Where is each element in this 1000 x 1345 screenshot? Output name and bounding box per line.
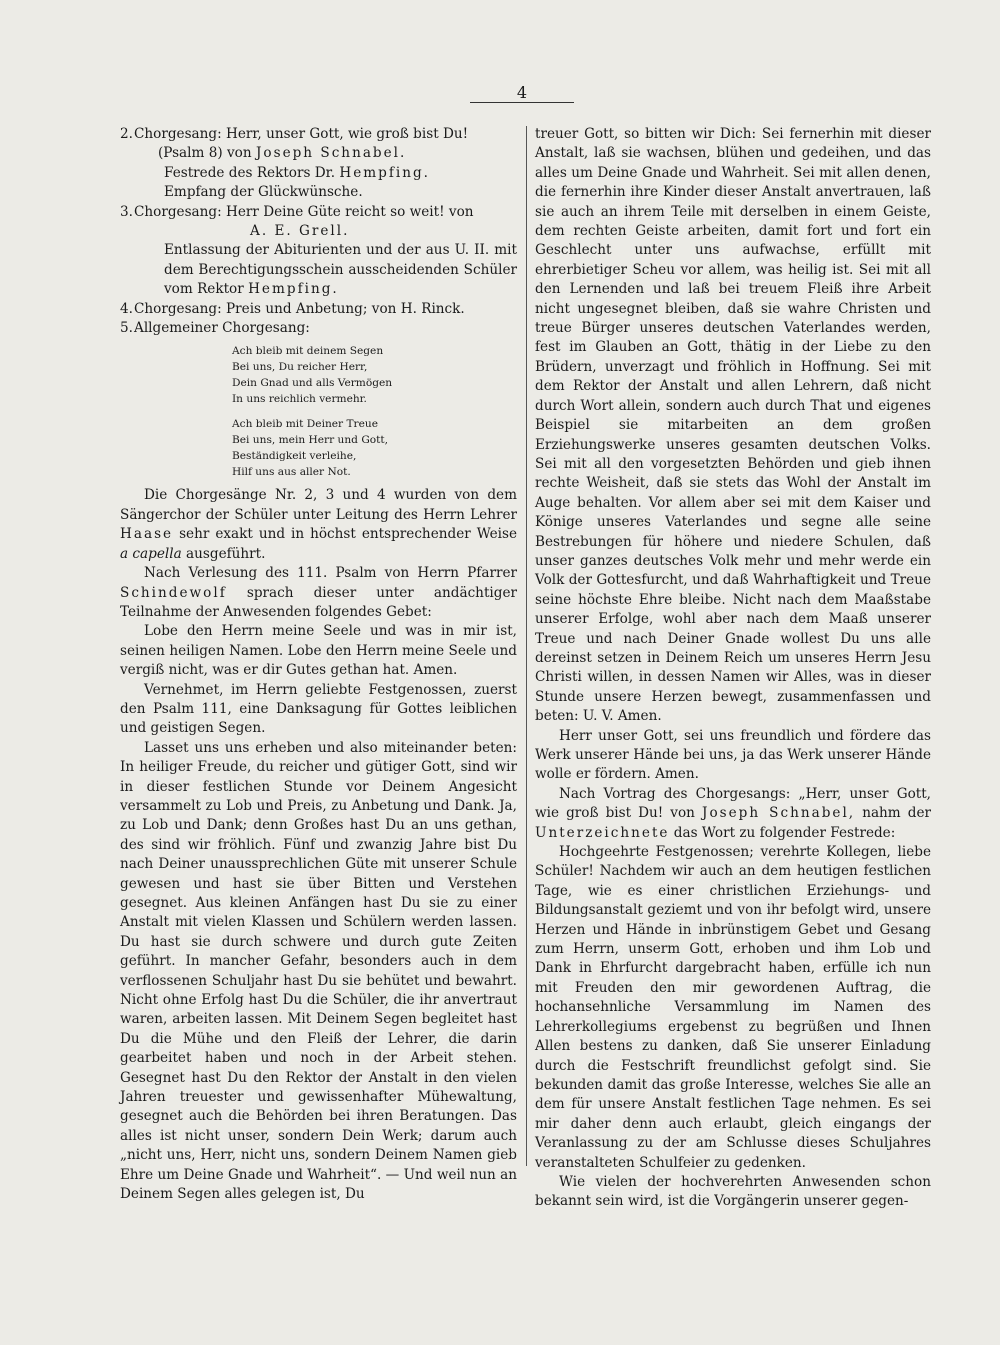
text-run: nahm der (862, 805, 931, 822)
text-run: Die Chorgesänge Nr. 2, 3 und 4 wurden von dem Sängerchor der Schüler unter Leitung des Herrn Lehrer (120, 487, 517, 523)
program-entlassung (164, 241, 517, 299)
paragraph-choir (120, 486, 517, 564)
text-run: sehr exakt und in höchst entsprechender Weise (179, 526, 517, 543)
text-run: Nach Verlesung des 111. Psalm von Herrn Pfarrer (144, 565, 517, 582)
teacher-name: Haase (120, 526, 174, 543)
program-item-3 (120, 203, 517, 222)
verse-gap (232, 407, 517, 416)
paragraph-prayer-continued: treuer Gott, so bitten wir Dich: Sei fernerhin mit dieser Anstalt, laß sie wachsen, blühen und gedeihen, und das alles um Deine Gnade und Wahrheit. Sei mit allen denen, die fernerhin ihre Kinder dieser Anstalt anvertrauen, laß sie auch an ihrem Teile mit derselben in einem Geiste, dem rechten Geiste arbeiten, damit fort und fort ein Geschlecht unter uns aufwachse, erfüllt mit ehrerbietiger Scheu vor allem, was heilig ist. Sei mit all den Lernenden und laß bei treuem Fleiß ihre Arbeit nicht ungesegnet bleiben, daß sie wahre Christen und treue Bürger unseres deutschen Vaterlandes werden, fest im Glauben an Gott, thätig in der Liebe zu den Brüdern, unverzagt und fröhlich in Hoffnung. Sei mit dem Rektor der Anstalt und allen Lehrern, daß nicht durch Wort allein, sondern auch durch That und eigenes Beispiel sie mitarbeiten an dem großen Erziehungswerke unseres gesamten deutschen Volks. Sei mit all den vorgesetzten Behörden und gieb ihnen rechte Weisheit, daß sie stets das Wohl der Anstalt im Auge behalten. Vor allem aber sei mit dem Kaiser und Könige unseres Vaterlandes und segne alle seine Bestrebungen für höhere und niedere Schulen, daß unser ganzes deutsches Volk mehr und mehr werde ein Volk der Gottesfurcht, und daß Wahrhaftigkeit und Treue seine höchste Ehre bleibe. Nicht nach dem Maaßstabe unserer Erfolge, wohl aber nach dem Maaß unserer Treue und nach Deiner Gnade wollest Du uns alle dereinst setzen in Deinem Reich um unseres Herrn Jesu Christi willen, in dessen Namen wir Alles, was in dieser Stunde unsere Herzen bewegt, zusammenfassen und beten: U. V. Amen. (535, 126, 931, 725)
paragraph-prayer: Lasset uns uns erheben und also miteinander beten: In heiliger Freude, du reicher und gütiger Gott, sind wir in dieser festlichen Stunde vor Deinem Angesicht versammelt zu Lob und Preis, zu Anbetung und Dank. Ja, zu Lob und Dank; denn Großes hast Du an uns gethan, des sind wir fröhlich. Fünf und zwanzig Jahre bist Du nach Deiner unaussprechlichen Güte mit unserer Schule gewesen und hast sie über Bitten und Verstehen gesegnet. Aus kleinen Anfängen hast Du sie zu einer Anstalt mit vielen Klassen und Schülern werden lassen. Du hast sie durch schwere und durch gute Zeiten geführt. In mancher Gefahr, besonders auch in dem verflossenen Schuljahr hast Du sie behütet und bewahrt. Nicht ohne Erfolg hast Du die Schüler, die ihr anvertraut waren, arbeiten lassen. Mit Deinem Segen begleitet hast Du die Mühe und den Fleiß der Lehrer, die darin gearbeitet haben und noch in der Arbeit stehen. Gesegnet hast Du den Rektor der Anstalt in den vielen Jahren treuester und gewissenhafter Mühewaltung, gesegnet auch die Behörden bei ihren Beratungen. Das alles ist nicht unser, sondern Dein Werk; darum auch „nicht uns, Herr, nicht uns, sondern Deinem Namen gieb Ehre um Deine Gnade und Wahrheit“. — Und weil nun an Deinem Segen alles gelegen ist, Du (120, 739, 517, 1203)
paragraph-psalm (120, 564, 517, 622)
program-list (120, 125, 517, 338)
composer-name: A. E. Grell. (250, 223, 350, 240)
verse-line: Dein Gnad und alls Vermögen (232, 377, 393, 390)
composer-name: Joseph Schnabel, (702, 805, 856, 822)
festrede-label: Festrede des Rektors Dr. (164, 164, 336, 181)
psalm-ref: (Psalm 8) von (158, 145, 252, 162)
signatory: Unterzeichnete (535, 824, 670, 841)
hymn-verse-1 (232, 343, 517, 480)
item-number: 3. (120, 203, 133, 220)
paragraph-vorgaengerin: Wie vielen der hochverehrten Anwesenden schon bekannt sein wird, ist die Vorgängerin unserer gegen- (535, 1173, 931, 1210)
program-item-2 (120, 125, 517, 144)
item-text: Chorgesang: Herr Deine Güte reicht so weit! von (134, 203, 474, 220)
left-column (120, 125, 517, 1205)
page-number: 4 (516, 83, 528, 102)
program-item-4 (120, 300, 517, 319)
column-divider (526, 126, 527, 1166)
program-festrede (164, 164, 517, 183)
rektor-name: Hempfing. (339, 164, 430, 181)
text-run: das Wort zu folgender Festrede: (673, 824, 896, 841)
verse-line: Ach bleib mit deinem Segen (232, 345, 384, 358)
program-item-5 (120, 319, 517, 338)
item-text: Chorgesang: Herr, unser Gott, wie groß bist Du! (134, 126, 469, 142)
composer-name: Joseph Schnabel. (255, 145, 407, 162)
paragraph-lobe: Lobe den Herrn meine Seele und was in mir ist, seinen heiligen Namen. Lobe den Herrn meine Seele und vergiß nicht, was er dir Gutes gethan hat. Amen. (120, 623, 517, 679)
text-run: Nach Vortrag des Chorgesangs: „Herr, unser Gott, wie groß bist Du! von (535, 785, 931, 822)
header-rule (470, 102, 574, 103)
paragraph-festrede: Hochgeehrte Festgenossen; verehrte Kollegen, liebe Schüler! Nachdem wir auch an dem heutigen festlichen Tage, wie es einer christlichen Erziehungs- und Bildungsanstalt geziemt und von ihr befolgt wird, unsere Herzen und Hände in inbrünstigem Gebet und Gesang zum Herrn, unserm Gott, erhoben und ihm Lob und Dank in Ehrfurcht dargebracht haben, erfülle ich nun mit Freuden den mir gewordenen Auftrag, die hochansehnliche Versammlung im Namen des Lehrerkollegiums ergebenst zu begrüßen und Ihnen Allen bestens zu danken, daß Sie unserer Einladung durch die Festschrift freundlichst gefolgt sind. Sie bekunden damit das große Interesse, welches Sie alle an dem für unsere Anstalt festlichen Tage nehmen. Es sei mir daher denn auch erlaubt, gleich eingangs der Veranlassung zu der am Schlusse dieses Schuljahres veranstalteten Schulfeier zu gedenken. (535, 844, 931, 1171)
verse-line: Ach bleib mit Deiner Treue (232, 418, 378, 431)
item-text: Chorgesang: Preis und Anbetung; von H. Rinck. (134, 300, 465, 317)
item-text: Allgemeiner Chorgesang: (134, 320, 310, 337)
rektor-name: Hempfing. (248, 281, 339, 298)
item-number: 2. (120, 126, 133, 142)
program-glueckwuensche: Empfang der Glückwünsche. (164, 184, 363, 201)
paragraph-herr-unser-gott: Herr unser Gott, sei uns freundlich und fördere das Werk unserer Hände bei uns, ja das Werk unserer Hände wolle er fördern. Amen. (535, 727, 931, 783)
italic-term: a capella (120, 545, 182, 562)
verse-line: Bei uns, mein Herr und Gott, (232, 434, 389, 447)
right-column (535, 125, 931, 1212)
program-item-2-composer (158, 144, 517, 163)
entlassung-text: Entlassung der Abiturienten und der aus U. II. mit dem Berechtigungsschein ausscheidenden Schüler vom Rektor (164, 242, 517, 298)
text-run: ausgeführt. (186, 545, 266, 562)
paragraph-vortrag (535, 785, 931, 843)
item-number: 5. (120, 320, 133, 337)
verse-line: Hilf uns aus aller Not. (232, 466, 351, 479)
text-run: sprach dieser unter andächtiger Teilnahme der Anwesenden folgendes Gebet: (120, 584, 517, 620)
program-item-3-composer (250, 222, 517, 241)
verse-line: In uns reichlich vermehr. (232, 393, 367, 406)
paragraph-vernehmet: Vernehmet, im Herrn geliebte Festgenossen, zuerst den Psalm 111, eine Danksagung für Gottes leiblichen und geistigen Segen. (120, 681, 517, 737)
verse-line: Beständigkeit verleihe, (232, 450, 357, 463)
item-number: 4. (120, 300, 133, 317)
pastor-name: Schindewolf (120, 584, 227, 601)
verse-line: Bei uns, Du reicher Herr, (232, 361, 368, 374)
